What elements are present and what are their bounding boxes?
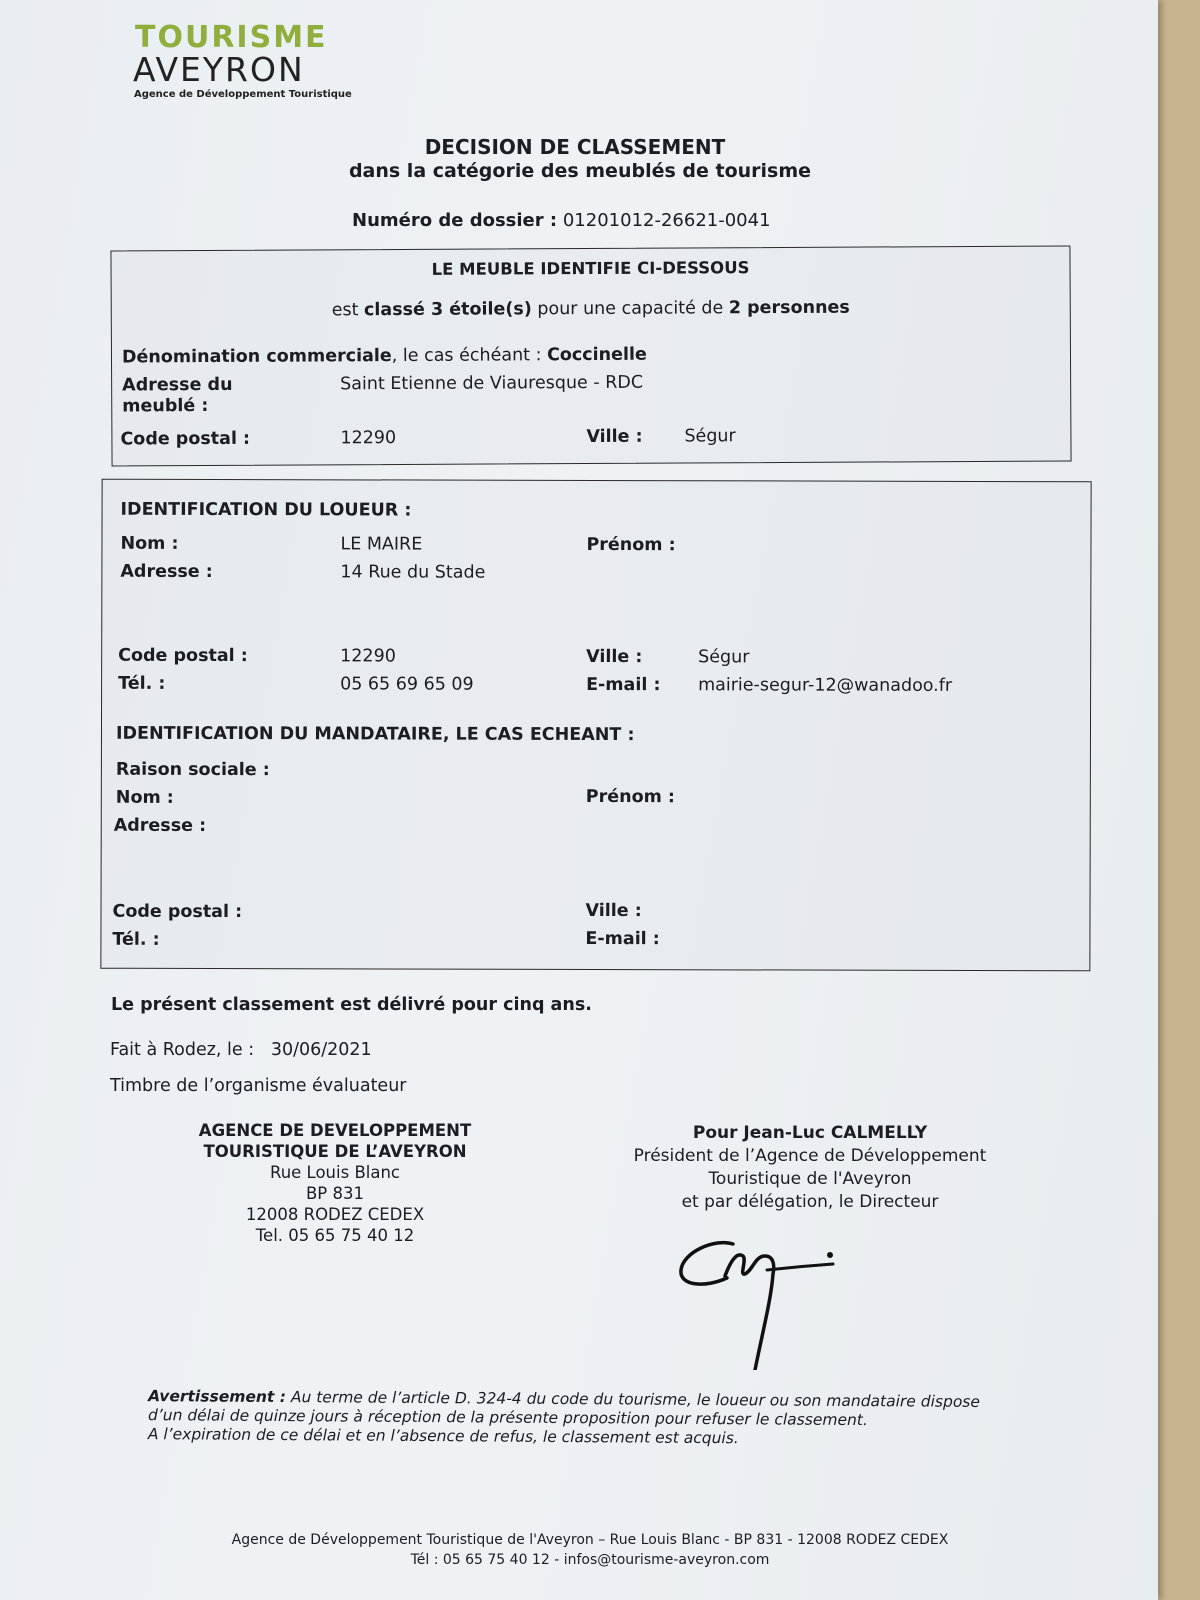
meuble-ville-label: Ville : — [586, 426, 643, 448]
denomination-value: Coccinelle — [546, 344, 647, 366]
mandataire-ville-label: Ville : — [585, 900, 642, 922]
document-title: DECISION DE CLASSEMENT — [424, 135, 726, 159]
loueur-email-label: E-mail : — [586, 674, 661, 696]
meuble-cp-label: Code postal : — [120, 428, 251, 450]
mandataire-adresse-label: Adresse : — [113, 815, 207, 836]
identification-box — [100, 479, 1091, 972]
warning-label: Avertissement : — [148, 1387, 287, 1407]
logo-aveyron: AVEYRON — [133, 50, 305, 89]
meuble-heading: LE MEUBLE IDENTIFIE CI-DESSOUS — [431, 258, 750, 279]
loueur-email-value: mairie-segur-12@wanadoo.fr — [698, 675, 953, 696]
loueur-nom-label: Nom : — [120, 533, 179, 554]
warning-notice: Avertissement : Au terme de l’article D. 324-4 du code du tourisme, le loueur ou son mandataire dispose d’un délai de quinze jours à réception de la présente proposition pour refuser le classement. A l’expiration de ce délai et en l’absence de refus, le classement est acquis. — [147, 1387, 981, 1448]
loueur-heading: IDENTIFICATION DU LOUEUR : — [120, 499, 412, 521]
mandataire-nom-label: Nom : — [115, 787, 174, 808]
loueur-nom-value: LE MAIRE — [340, 534, 423, 555]
validity-statement: Le présent classement est délivré pour cinq ans. — [111, 995, 592, 1015]
meuble-cp-value: 12290 — [340, 428, 397, 449]
fait-line: Fait à Rodez, le : 30/06/2021 — [110, 1040, 372, 1060]
loueur-tel-value: 05 65 69 65 09 — [340, 674, 474, 695]
dossier-label: Numéro de dossier : — [352, 210, 558, 231]
loueur-adresse-label: Adresse : — [120, 561, 213, 582]
loueur-ville-value: Ségur — [698, 647, 750, 668]
fait-date: 30/06/2021 — [270, 1040, 372, 1060]
dossier-value: 01201012-26621-0041 — [562, 210, 771, 231]
footer-address: Agence de Développement Touristique de l'Aveyron – Rue Louis Blanc - BP 831 - 12008 RODEZ CEDEX — [231, 1532, 949, 1548]
loueur-adresse-value: 14 Rue du Stade — [340, 562, 486, 583]
meuble-box — [110, 245, 1071, 466]
loueur-ville-label: Ville : — [586, 646, 643, 668]
mandataire-cp-label: Code postal : — [112, 901, 243, 923]
agency-stamp: AGENCE DE DEVELOPPEMENT TOURISTIQUE DE L’AVEYRON Rue Louis Blanc BP 831 12008 RODEZ CEDEX Tel. 05 65 75 40 12 — [198, 1121, 472, 1245]
signatory-name: Pour Jean-Luc CALMELLY — [692, 1123, 928, 1143]
mandataire-tel-label: Tél. : — [112, 929, 160, 950]
timbre-label: Timbre de l’organisme évaluateur — [110, 1076, 407, 1096]
classement-stars: classé 3 étoile(s) — [363, 299, 532, 321]
loueur-prenom-label: Prénom : — [586, 534, 676, 556]
denomination-line: Dénomination commerciale, le cas échéant : Coccinelle — [121, 344, 647, 368]
handwritten-signature — [675, 1230, 855, 1370]
meuble-adresse-label: Adresse du meublé : — [122, 374, 233, 417]
dossier-number — [352, 210, 771, 231]
mandataire-email-label: E-mail : — [585, 928, 660, 950]
meuble-adresse-value: Saint Etienne de Viauresque - RDC — [340, 372, 644, 395]
classement-capacity: 2 personnes — [728, 297, 850, 319]
signatory-block: Pour Jean-Luc CALMELLY Président de l’Agence de Développement Touristique de l'Aveyron et par délégation, le Directeur — [610, 1122, 1010, 1214]
logo-tourisme: TOURISME — [135, 20, 328, 55]
mandataire-heading: IDENTIFICATION DU MANDATAIRE, LE CAS ECHEANT : — [115, 723, 635, 746]
mandataire-prenom-label: Prénom : — [585, 786, 675, 808]
mandataire-raison-label: Raison sociale : — [115, 759, 270, 781]
classement-line: est classé 3 étoile(s) pour une capacité de 2 personnes — [331, 297, 850, 321]
logo-subtitle: Agence de Développement Touristique — [134, 89, 352, 100]
loueur-tel-label: Tél. : — [118, 673, 166, 694]
meuble-ville-value: Ségur — [684, 426, 736, 447]
loueur-cp-label: Code postal : — [118, 645, 248, 667]
loueur-cp-value: 12290 — [340, 646, 396, 667]
footer-contact: Tél : 05 65 75 40 12 - infos@tourisme-aveyron.com — [410, 1552, 770, 1568]
document-subtitle: dans la catégorie des meublés de tourisme — [348, 160, 812, 182]
